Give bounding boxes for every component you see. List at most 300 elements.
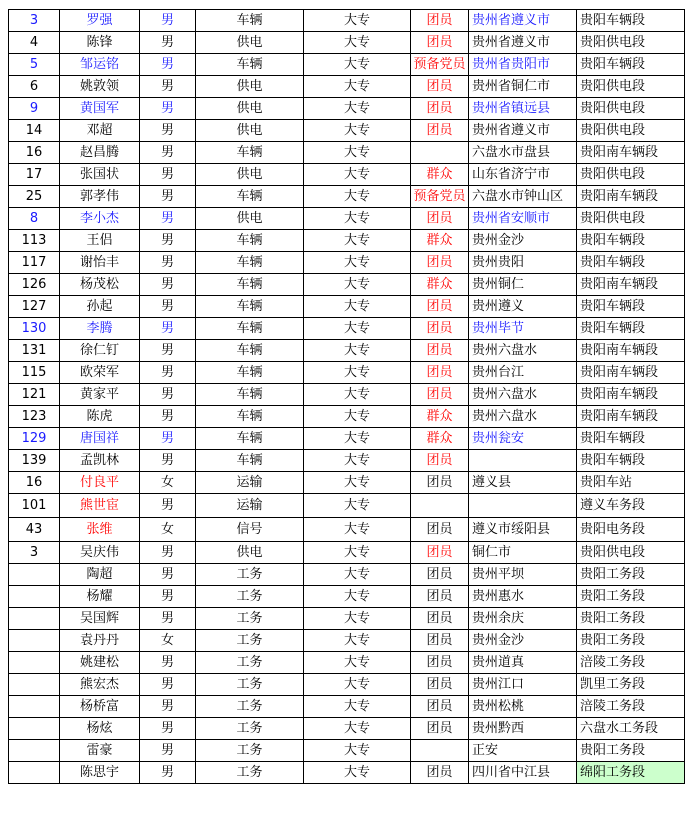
cell-department[interactable]: 供电 [196, 208, 304, 230]
cell-origin[interactable]: 贵州六盘水 [469, 384, 577, 406]
cell-origin[interactable]: 四川省中江县 [469, 762, 577, 784]
table-row [9, 230, 685, 252]
cell-department[interactable]: 工务 [196, 586, 304, 608]
cell-political-status[interactable]: 团员 [411, 696, 469, 718]
cell-work-unit[interactable]: 贵阳工务段 [577, 586, 685, 608]
cell-department[interactable]: 车辆 [196, 450, 304, 472]
cell-work-unit[interactable]: 贵阳车辆段 [577, 10, 685, 32]
cell-gender[interactable]: 女 [140, 630, 196, 652]
cell-education[interactable]: 大专 [304, 98, 411, 120]
cell-origin[interactable]: 铜仁市 [469, 542, 577, 564]
cell-number[interactable]: 113 [9, 230, 60, 252]
cell-department[interactable]: 车辆 [196, 10, 304, 32]
cell-origin[interactable]: 贵州江口 [469, 674, 577, 696]
cell-political-status[interactable]: 群众 [411, 230, 469, 252]
cell-gender[interactable]: 男 [140, 718, 196, 740]
cell-name[interactable]: 李小杰 [60, 208, 140, 230]
cell-gender[interactable]: 男 [140, 564, 196, 586]
cell-work-unit[interactable]: 贵阳车辆段 [577, 318, 685, 340]
cell-origin[interactable]: 正安 [469, 740, 577, 762]
cell-education[interactable]: 大专 [304, 406, 411, 428]
cell-number[interactable]: 16 [9, 142, 60, 164]
cell-education[interactable]: 大专 [304, 630, 411, 652]
cell-political-status[interactable]: 团员 [411, 472, 469, 494]
cell-number[interactable] [9, 564, 60, 586]
cell-work-unit[interactable]: 贵阳供电段 [577, 98, 685, 120]
cell-origin[interactable]: 贵州省遵义市 [469, 10, 577, 32]
cell-origin[interactable]: 贵州六盘水 [469, 340, 577, 362]
cell-department[interactable]: 工务 [196, 674, 304, 696]
cell-gender[interactable]: 男 [140, 142, 196, 164]
cell-number[interactable] [9, 652, 60, 674]
cell-education[interactable]: 大专 [304, 518, 411, 542]
cell-name[interactable]: 罗强 [60, 10, 140, 32]
cell-gender[interactable]: 女 [140, 518, 196, 542]
cell-name[interactable]: 熊宏杰 [60, 674, 140, 696]
cell-department[interactable]: 工务 [196, 564, 304, 586]
cell-name[interactable]: 陈锋 [60, 32, 140, 54]
cell-gender[interactable]: 男 [140, 450, 196, 472]
cell-political-status[interactable]: 团员 [411, 208, 469, 230]
cell-department[interactable]: 车辆 [196, 54, 304, 76]
cell-name[interactable]: 孟凯林 [60, 450, 140, 472]
cell-political-status[interactable]: 团员 [411, 76, 469, 98]
cell-education[interactable]: 大专 [304, 76, 411, 98]
cell-department[interactable]: 车辆 [196, 142, 304, 164]
cell-number[interactable] [9, 586, 60, 608]
cell-name[interactable]: 吴国辉 [60, 608, 140, 630]
cell-name[interactable]: 徐仁钉 [60, 340, 140, 362]
cell-department[interactable]: 供电 [196, 120, 304, 142]
cell-education[interactable]: 大专 [304, 164, 411, 186]
cell-number[interactable] [9, 608, 60, 630]
cell-gender[interactable]: 男 [140, 494, 196, 518]
cell-origin[interactable]: 贵州黔西 [469, 718, 577, 740]
cell-department[interactable]: 工务 [196, 652, 304, 674]
cell-education[interactable]: 大专 [304, 762, 411, 784]
cell-work-unit[interactable]: 贵阳工务段 [577, 630, 685, 652]
cell-origin[interactable] [469, 494, 577, 518]
cell-origin[interactable]: 贵州毕节 [469, 318, 577, 340]
cell-name[interactable]: 张国状 [60, 164, 140, 186]
cell-number[interactable]: 6 [9, 76, 60, 98]
cell-department[interactable]: 车辆 [196, 428, 304, 450]
cell-education[interactable]: 大专 [304, 652, 411, 674]
table-row [9, 542, 685, 564]
cell-work-unit[interactable]: 六盘水工务段 [577, 718, 685, 740]
cell-gender[interactable]: 男 [140, 340, 196, 362]
cell-gender[interactable]: 男 [140, 10, 196, 32]
table-row [9, 718, 685, 740]
cell-work-unit[interactable]: 贵阳南车辆段 [577, 384, 685, 406]
cell-name[interactable]: 王侣 [60, 230, 140, 252]
cell-name[interactable]: 黄家平 [60, 384, 140, 406]
cell-origin[interactable]: 贵州金沙 [469, 630, 577, 652]
cell-education[interactable]: 大专 [304, 296, 411, 318]
cell-number[interactable]: 121 [9, 384, 60, 406]
cell-name[interactable]: 雷豪 [60, 740, 140, 762]
cell-gender[interactable]: 男 [140, 54, 196, 76]
table-row [9, 186, 685, 208]
cell-department[interactable]: 车辆 [196, 274, 304, 296]
cell-name[interactable]: 赵昌腾 [60, 142, 140, 164]
table-row [9, 142, 685, 164]
cell-department[interactable]: 供电 [196, 542, 304, 564]
cell-gender[interactable]: 男 [140, 274, 196, 296]
cell-origin[interactable]: 贵州道真 [469, 652, 577, 674]
cell-work-unit[interactable]: 贵阳车站 [577, 472, 685, 494]
cell-political-status[interactable]: 团员 [411, 608, 469, 630]
cell-origin[interactable] [469, 450, 577, 472]
cell-origin[interactable]: 贵州惠水 [469, 586, 577, 608]
table-row [9, 164, 685, 186]
cell-political-status[interactable] [411, 740, 469, 762]
cell-work-unit[interactable]: 贵阳供电段 [577, 32, 685, 54]
cell-education[interactable]: 大专 [304, 586, 411, 608]
cell-political-status[interactable]: 团员 [411, 32, 469, 54]
cell-work-unit[interactable]: 贵阳供电段 [577, 542, 685, 564]
cell-number[interactable]: 123 [9, 406, 60, 428]
cell-number[interactable]: 8 [9, 208, 60, 230]
cell-political-status[interactable]: 团员 [411, 586, 469, 608]
cell-gender[interactable]: 男 [140, 542, 196, 564]
table-row [9, 674, 685, 696]
cell-department[interactable]: 供电 [196, 98, 304, 120]
cell-origin[interactable]: 贵州余庆 [469, 608, 577, 630]
cell-origin[interactable]: 六盘水市盘县 [469, 142, 577, 164]
cell-number[interactable]: 139 [9, 450, 60, 472]
table-row [9, 120, 685, 142]
cell-department[interactable]: 工务 [196, 608, 304, 630]
cell-name[interactable]: 吴庆伟 [60, 542, 140, 564]
cell-education[interactable]: 大专 [304, 362, 411, 384]
cell-work-unit[interactable]: 贵阳工务段 [577, 564, 685, 586]
table-row [9, 318, 685, 340]
cell-political-status[interactable]: 团员 [411, 10, 469, 32]
table-row [9, 406, 685, 428]
cell-work-unit[interactable]: 贵阳供电段 [577, 120, 685, 142]
table-row [9, 696, 685, 718]
cell-number[interactable]: 126 [9, 274, 60, 296]
cell-name[interactable]: 姚建松 [60, 652, 140, 674]
cell-political-status[interactable]: 团员 [411, 384, 469, 406]
cell-education[interactable]: 大专 [304, 428, 411, 450]
table-row [9, 630, 685, 652]
cell-education[interactable]: 大专 [304, 252, 411, 274]
cell-origin[interactable]: 贵州金沙 [469, 230, 577, 252]
cell-name[interactable]: 陶超 [60, 564, 140, 586]
cell-number[interactable]: 130 [9, 318, 60, 340]
cell-work-unit[interactable]: 贵阳车辆段 [577, 296, 685, 318]
table-row [9, 10, 685, 32]
cell-work-unit[interactable]: 贵阳车辆段 [577, 252, 685, 274]
cell-political-status[interactable]: 团员 [411, 542, 469, 564]
cell-number[interactable]: 16 [9, 472, 60, 494]
cell-work-unit[interactable]: 凯里工务段 [577, 674, 685, 696]
cell-political-status[interactable]: 团员 [411, 630, 469, 652]
cell-education[interactable]: 大专 [304, 472, 411, 494]
cell-number[interactable]: 43 [9, 518, 60, 542]
cell-name[interactable]: 郭孝伟 [60, 186, 140, 208]
cell-work-unit[interactable]: 贵阳车辆段 [577, 230, 685, 252]
cell-work-unit[interactable]: 贵阳工务段 [577, 740, 685, 762]
cell-work-unit[interactable]: 贵阳车辆段 [577, 450, 685, 472]
cell-number[interactable]: 117 [9, 252, 60, 274]
cell-gender[interactable]: 男 [140, 208, 196, 230]
cell-name[interactable]: 熊世宦 [60, 494, 140, 518]
cell-name[interactable]: 谢怡丰 [60, 252, 140, 274]
cell-name[interactable]: 李腾 [60, 318, 140, 340]
cell-education[interactable]: 大专 [304, 542, 411, 564]
cell-origin[interactable]: 遵义市绥阳县 [469, 518, 577, 542]
cell-political-status[interactable]: 团员 [411, 340, 469, 362]
cell-gender[interactable]: 男 [140, 252, 196, 274]
cell-number[interactable]: 129 [9, 428, 60, 450]
cell-origin[interactable]: 贵州松桃 [469, 696, 577, 718]
cell-origin[interactable]: 贵州省遵义市 [469, 32, 577, 54]
cell-gender[interactable]: 男 [140, 164, 196, 186]
cell-education[interactable]: 大专 [304, 186, 411, 208]
cell-education[interactable]: 大专 [304, 564, 411, 586]
cell-gender[interactable]: 男 [140, 120, 196, 142]
cell-number[interactable] [9, 630, 60, 652]
cell-gender[interactable]: 男 [140, 762, 196, 784]
cell-gender[interactable]: 男 [140, 608, 196, 630]
table-row [9, 296, 685, 318]
cell-name[interactable]: 黄国军 [60, 98, 140, 120]
cell-department[interactable]: 车辆 [196, 362, 304, 384]
cell-gender[interactable]: 男 [140, 76, 196, 98]
cell-origin[interactable]: 贵州省贵阳市 [469, 54, 577, 76]
cell-education[interactable]: 大专 [304, 230, 411, 252]
cell-number[interactable]: 4 [9, 32, 60, 54]
cell-number[interactable]: 3 [9, 542, 60, 564]
cell-number[interactable]: 17 [9, 164, 60, 186]
cell-origin[interactable]: 贵州省遵义市 [469, 120, 577, 142]
cell-origin[interactable]: 贵州瓮安 [469, 428, 577, 450]
cell-gender[interactable]: 男 [140, 674, 196, 696]
cell-number[interactable] [9, 740, 60, 762]
cell-department[interactable]: 运输 [196, 494, 304, 518]
cell-origin[interactable]: 贵州台江 [469, 362, 577, 384]
cell-gender[interactable]: 男 [140, 362, 196, 384]
cell-political-status[interactable]: 团员 [411, 318, 469, 340]
cell-department[interactable]: 供电 [196, 32, 304, 54]
cell-name[interactable]: 杨耀 [60, 586, 140, 608]
cell-name[interactable]: 杨桥富 [60, 696, 140, 718]
cell-education[interactable]: 大专 [304, 208, 411, 230]
cell-political-status[interactable]: 群众 [411, 406, 469, 428]
cell-education[interactable]: 大专 [304, 274, 411, 296]
cell-gender[interactable]: 男 [140, 696, 196, 718]
cell-name[interactable]: 唐国祥 [60, 428, 140, 450]
cell-work-unit[interactable]: 贵阳电务段 [577, 518, 685, 542]
cell-education[interactable]: 大专 [304, 10, 411, 32]
cell-department[interactable]: 工务 [196, 740, 304, 762]
cell-name[interactable]: 杨炫 [60, 718, 140, 740]
cell-department[interactable]: 车辆 [196, 230, 304, 252]
cell-name[interactable]: 姚敦领 [60, 76, 140, 98]
cell-political-status[interactable]: 团员 [411, 296, 469, 318]
cell-name[interactable]: 袁丹丹 [60, 630, 140, 652]
cell-department[interactable]: 车辆 [196, 384, 304, 406]
cell-work-unit[interactable]: 涪陵工务段 [577, 696, 685, 718]
table-row [9, 54, 685, 76]
cell-department[interactable]: 车辆 [196, 296, 304, 318]
cell-political-status[interactable]: 团员 [411, 518, 469, 542]
cell-gender[interactable]: 男 [140, 740, 196, 762]
cell-work-unit[interactable]: 贵阳南车辆段 [577, 142, 685, 164]
cell-number[interactable] [9, 718, 60, 740]
cell-number[interactable]: 127 [9, 296, 60, 318]
cell-political-status[interactable]: 团员 [411, 98, 469, 120]
cell-education[interactable]: 大专 [304, 696, 411, 718]
cell-number[interactable]: 5 [9, 54, 60, 76]
cell-political-status[interactable]: 群众 [411, 428, 469, 450]
cell-political-status[interactable]: 团员 [411, 450, 469, 472]
cell-number[interactable]: 131 [9, 340, 60, 362]
cell-work-unit[interactable]: 贵阳南车辆段 [577, 186, 685, 208]
cell-political-status[interactable]: 团员 [411, 762, 469, 784]
cell-name[interactable]: 张维 [60, 518, 140, 542]
cell-origin[interactable]: 贵州省铜仁市 [469, 76, 577, 98]
cell-origin[interactable]: 山东省济宁市 [469, 164, 577, 186]
cell-origin[interactable]: 贵州平坝 [469, 564, 577, 586]
cell-gender[interactable]: 男 [140, 230, 196, 252]
cell-gender[interactable]: 男 [140, 318, 196, 340]
cell-name[interactable]: 陈虎 [60, 406, 140, 428]
cell-gender[interactable]: 男 [140, 32, 196, 54]
cell-political-status[interactable]: 团员 [411, 252, 469, 274]
cell-department[interactable]: 运输 [196, 472, 304, 494]
cell-political-status[interactable]: 预备党员 [411, 54, 469, 76]
cell-education[interactable]: 大专 [304, 450, 411, 472]
cell-origin[interactable]: 贵州六盘水 [469, 406, 577, 428]
cell-work-unit[interactable]: 贵阳南车辆段 [577, 274, 685, 296]
cell-work-unit[interactable]: 贵阳车辆段 [577, 54, 685, 76]
cell-origin[interactable]: 遵义县 [469, 472, 577, 494]
cell-gender[interactable]: 男 [140, 186, 196, 208]
cell-political-status[interactable] [411, 142, 469, 164]
cell-origin[interactable]: 贵州省安顺市 [469, 208, 577, 230]
cell-work-unit[interactable]: 贵阳南车辆段 [577, 406, 685, 428]
cell-education[interactable]: 大专 [304, 54, 411, 76]
cell-education[interactable]: 大专 [304, 608, 411, 630]
cell-education[interactable]: 大专 [304, 32, 411, 54]
cell-political-status[interactable]: 团员 [411, 362, 469, 384]
cell-name[interactable]: 付良平 [60, 472, 140, 494]
cell-education[interactable]: 大专 [304, 494, 411, 518]
cell-name[interactable]: 杨茂松 [60, 274, 140, 296]
cell-origin[interactable]: 贵州省镇远县 [469, 98, 577, 120]
cell-education[interactable]: 大专 [304, 718, 411, 740]
cell-gender[interactable]: 男 [140, 586, 196, 608]
table-row [9, 384, 685, 406]
cell-origin[interactable]: 六盘水市钟山区 [469, 186, 577, 208]
cell-department[interactable]: 工务 [196, 630, 304, 652]
cell-work-unit[interactable]: 贵阳南车辆段 [577, 340, 685, 362]
cell-education[interactable]: 大专 [304, 318, 411, 340]
table-row [9, 564, 685, 586]
cell-work-unit[interactable]: 贵阳供电段 [577, 76, 685, 98]
cell-gender[interactable]: 男 [140, 428, 196, 450]
cell-gender[interactable]: 男 [140, 98, 196, 120]
cell-origin[interactable]: 贵州铜仁 [469, 274, 577, 296]
cell-work-unit[interactable]: 贵阳工务段 [577, 608, 685, 630]
cell-department[interactable]: 车辆 [196, 318, 304, 340]
cell-political-status[interactable]: 团员 [411, 718, 469, 740]
cell-number[interactable]: 3 [9, 10, 60, 32]
cell-political-status[interactable]: 预备党员 [411, 186, 469, 208]
cell-department[interactable]: 工务 [196, 718, 304, 740]
cell-name[interactable]: 邹运铭 [60, 54, 140, 76]
cell-gender[interactable]: 女 [140, 472, 196, 494]
cell-political-status[interactable]: 群众 [411, 274, 469, 296]
table-row [9, 652, 685, 674]
cell-number[interactable] [9, 674, 60, 696]
cell-number[interactable]: 101 [9, 494, 60, 518]
cell-name[interactable]: 陈思宇 [60, 762, 140, 784]
cell-name[interactable]: 欧荣军 [60, 362, 140, 384]
cell-origin[interactable]: 贵州遵义 [469, 296, 577, 318]
cell-political-status[interactable] [411, 494, 469, 518]
cell-gender[interactable]: 男 [140, 296, 196, 318]
cell-education[interactable]: 大专 [304, 740, 411, 762]
cell-number[interactable]: 14 [9, 120, 60, 142]
cell-number[interactable] [9, 762, 60, 784]
cell-work-unit[interactable]: 贵阳供电段 [577, 208, 685, 230]
cell-name[interactable]: 孙起 [60, 296, 140, 318]
cell-education[interactable]: 大专 [304, 142, 411, 164]
cell-gender[interactable]: 男 [140, 406, 196, 428]
cell-political-status[interactable]: 团员 [411, 120, 469, 142]
cell-political-status[interactable]: 团员 [411, 652, 469, 674]
cell-education[interactable]: 大专 [304, 384, 411, 406]
cell-origin[interactable]: 贵州贵阳 [469, 252, 577, 274]
cell-education[interactable]: 大专 [304, 340, 411, 362]
cell-gender[interactable]: 男 [140, 652, 196, 674]
cell-number[interactable]: 9 [9, 98, 60, 120]
cell-number[interactable] [9, 696, 60, 718]
cell-department[interactable]: 工务 [196, 762, 304, 784]
cell-education[interactable]: 大专 [304, 674, 411, 696]
cell-department[interactable]: 信号 [196, 518, 304, 542]
cell-work-unit[interactable]: 绵阳工务段 [577, 762, 685, 784]
cell-name[interactable]: 邓超 [60, 120, 140, 142]
cell-department[interactable]: 供电 [196, 76, 304, 98]
cell-work-unit[interactable]: 贵阳南车辆段 [577, 362, 685, 384]
table-row [9, 494, 685, 518]
cell-gender[interactable]: 男 [140, 384, 196, 406]
cell-department[interactable]: 车辆 [196, 186, 304, 208]
cell-department[interactable]: 车辆 [196, 340, 304, 362]
cell-political-status[interactable]: 团员 [411, 674, 469, 696]
cell-department[interactable]: 工务 [196, 696, 304, 718]
cell-number[interactable]: 115 [9, 362, 60, 384]
cell-work-unit[interactable]: 涪陵工务段 [577, 652, 685, 674]
cell-work-unit[interactable]: 遵义车务段 [577, 494, 685, 518]
cell-work-unit[interactable]: 贵阳车辆段 [577, 428, 685, 450]
cell-political-status[interactable]: 群众 [411, 164, 469, 186]
cell-department[interactable]: 车辆 [196, 406, 304, 428]
cell-work-unit[interactable]: 贵阳供电段 [577, 164, 685, 186]
cell-political-status[interactable]: 团员 [411, 564, 469, 586]
cell-department[interactable]: 供电 [196, 164, 304, 186]
cell-education[interactable]: 大专 [304, 120, 411, 142]
cell-department[interactable]: 车辆 [196, 252, 304, 274]
cell-number[interactable]: 25 [9, 186, 60, 208]
table-row [9, 762, 685, 784]
